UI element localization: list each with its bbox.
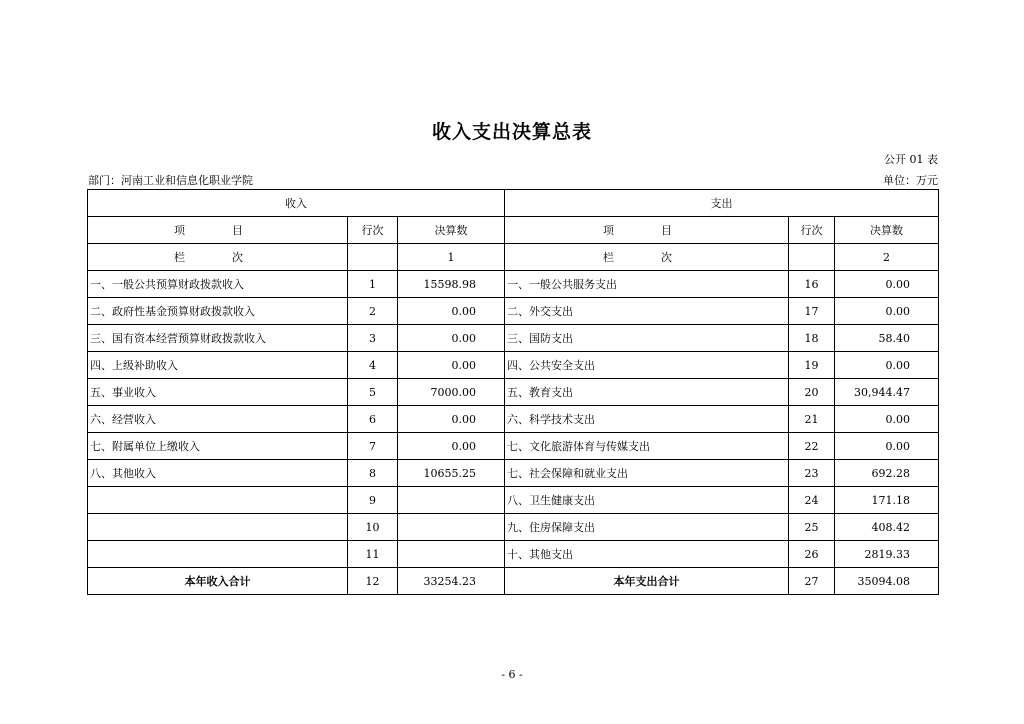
expense-row-no: 17 [789, 298, 835, 325]
income-expense-table [87, 189, 939, 595]
table-row [88, 541, 939, 568]
expense-item: 八、卫生健康支出 [505, 487, 789, 514]
income-amount: 0.00 [398, 298, 505, 325]
expense-amount: 0.00 [835, 298, 939, 325]
expense-row-no: 18 [789, 325, 835, 352]
income-item-header: 项 目 [88, 217, 348, 244]
expense-amount: 408.42 [835, 514, 939, 541]
income-item: 七、附属单位上缴收入 [88, 433, 348, 460]
income-item [88, 541, 348, 568]
expense-total-label: 本年支出合计 [505, 568, 789, 595]
income-row-no: 11 [348, 541, 398, 568]
table-row [88, 487, 939, 514]
income-row-no: 7 [348, 433, 398, 460]
expense-amount: 0.00 [835, 352, 939, 379]
expense-column-index: 2 [835, 244, 939, 271]
column-index-row [88, 244, 939, 271]
table-row [88, 460, 939, 487]
income-amount [398, 514, 505, 541]
totals-row [88, 568, 939, 595]
table-row [88, 298, 939, 325]
expense-amount: 0.00 [835, 406, 939, 433]
income-total-amount: 33254.23 [398, 568, 505, 595]
income-item: 四、上级补助收入 [88, 352, 348, 379]
income-amount: 0.00 [398, 325, 505, 352]
expense-item: 九、住房保障支出 [505, 514, 789, 541]
expense-row-no: 24 [789, 487, 835, 514]
expense-item: 一、一般公共服务支出 [505, 271, 789, 298]
income-row-no: 8 [348, 460, 398, 487]
income-item: 二、政府性基金预算财政拨款收入 [88, 298, 348, 325]
expense-total-row-no: 27 [789, 568, 835, 595]
income-amount: 0.00 [398, 433, 505, 460]
income-row-no: 3 [348, 325, 398, 352]
expense-item: 五、教育支出 [505, 379, 789, 406]
income-column-index: 1 [398, 244, 505, 271]
expense-amount: 30,944.47 [835, 379, 939, 406]
expense-amount: 2819.33 [835, 541, 939, 568]
income-section-header: 收入 [88, 190, 505, 217]
expense-item: 七、社会保障和就业支出 [505, 460, 789, 487]
income-item [88, 487, 348, 514]
income-amount: 15598.98 [398, 271, 505, 298]
expense-total-amount: 35094.08 [835, 568, 939, 595]
form-number: 公开 01 表 [884, 153, 938, 166]
department-label: 部门：河南工业和信息化职业学院 [88, 174, 253, 187]
expense-row-no: 25 [789, 514, 835, 541]
expense-row-no: 23 [789, 460, 835, 487]
income-row-no: 4 [348, 352, 398, 379]
expense-row-no-header: 行次 [789, 217, 835, 244]
income-item: 五、事业收入 [88, 379, 348, 406]
income-amount [398, 487, 505, 514]
income-row-no: 2 [348, 298, 398, 325]
expense-item: 七、文化旅游体育与传媒支出 [505, 433, 789, 460]
page-number: - 6 - [501, 668, 523, 681]
income-item: 八、其他收入 [88, 460, 348, 487]
expense-amount-header: 决算数 [835, 217, 939, 244]
expense-row-no: 21 [789, 406, 835, 433]
expense-amount: 58.40 [835, 325, 939, 352]
income-item: 三、国有资本经营预算财政拨款收入 [88, 325, 348, 352]
expense-item: 二、外交支出 [505, 298, 789, 325]
income-row-no: 6 [348, 406, 398, 433]
table-row [88, 325, 939, 352]
section-header-row [88, 190, 939, 217]
empty-cell [789, 244, 835, 271]
empty-cell [348, 244, 398, 271]
expense-row-no: 19 [789, 352, 835, 379]
income-amount: 7000.00 [398, 379, 505, 406]
income-column-label: 栏 次 [88, 244, 348, 271]
page-title: 收入支出决算总表 [431, 121, 592, 143]
expense-row-no: 16 [789, 271, 835, 298]
income-row-no: 5 [348, 379, 398, 406]
income-amount: 10655.25 [398, 460, 505, 487]
income-row-no: 1 [348, 271, 398, 298]
income-amount: 0.00 [398, 352, 505, 379]
income-amount-header: 决算数 [398, 217, 505, 244]
expense-item: 三、国防支出 [505, 325, 789, 352]
table-row [88, 514, 939, 541]
column-header-row [88, 217, 939, 244]
table-row [88, 406, 939, 433]
expense-section-header: 支出 [505, 190, 939, 217]
income-item [88, 514, 348, 541]
income-item: 一、一般公共预算财政拨款收入 [88, 271, 348, 298]
income-item: 六、经营收入 [88, 406, 348, 433]
income-row-no: 9 [348, 487, 398, 514]
expense-item: 十、其他支出 [505, 541, 789, 568]
table-row [88, 271, 939, 298]
expense-item: 六、科学技术支出 [505, 406, 789, 433]
income-amount [398, 541, 505, 568]
table-row [88, 352, 939, 379]
expense-row-no: 22 [789, 433, 835, 460]
expense-row-no: 20 [789, 379, 835, 406]
unit-label: 单位：万元 [883, 174, 938, 187]
income-row-no-header: 行次 [348, 217, 398, 244]
expense-item: 四、公共安全支出 [505, 352, 789, 379]
expense-amount: 0.00 [835, 271, 939, 298]
expense-column-label: 栏 次 [505, 244, 789, 271]
income-amount: 0.00 [398, 406, 505, 433]
expense-item-header: 项 目 [505, 217, 789, 244]
income-row-no: 10 [348, 514, 398, 541]
income-total-label: 本年收入合计 [88, 568, 348, 595]
expense-amount: 692.28 [835, 460, 939, 487]
expense-row-no: 26 [789, 541, 835, 568]
table-row [88, 433, 939, 460]
expense-amount: 0.00 [835, 433, 939, 460]
table-row [88, 379, 939, 406]
expense-amount: 171.18 [835, 487, 939, 514]
income-total-row-no: 12 [348, 568, 398, 595]
